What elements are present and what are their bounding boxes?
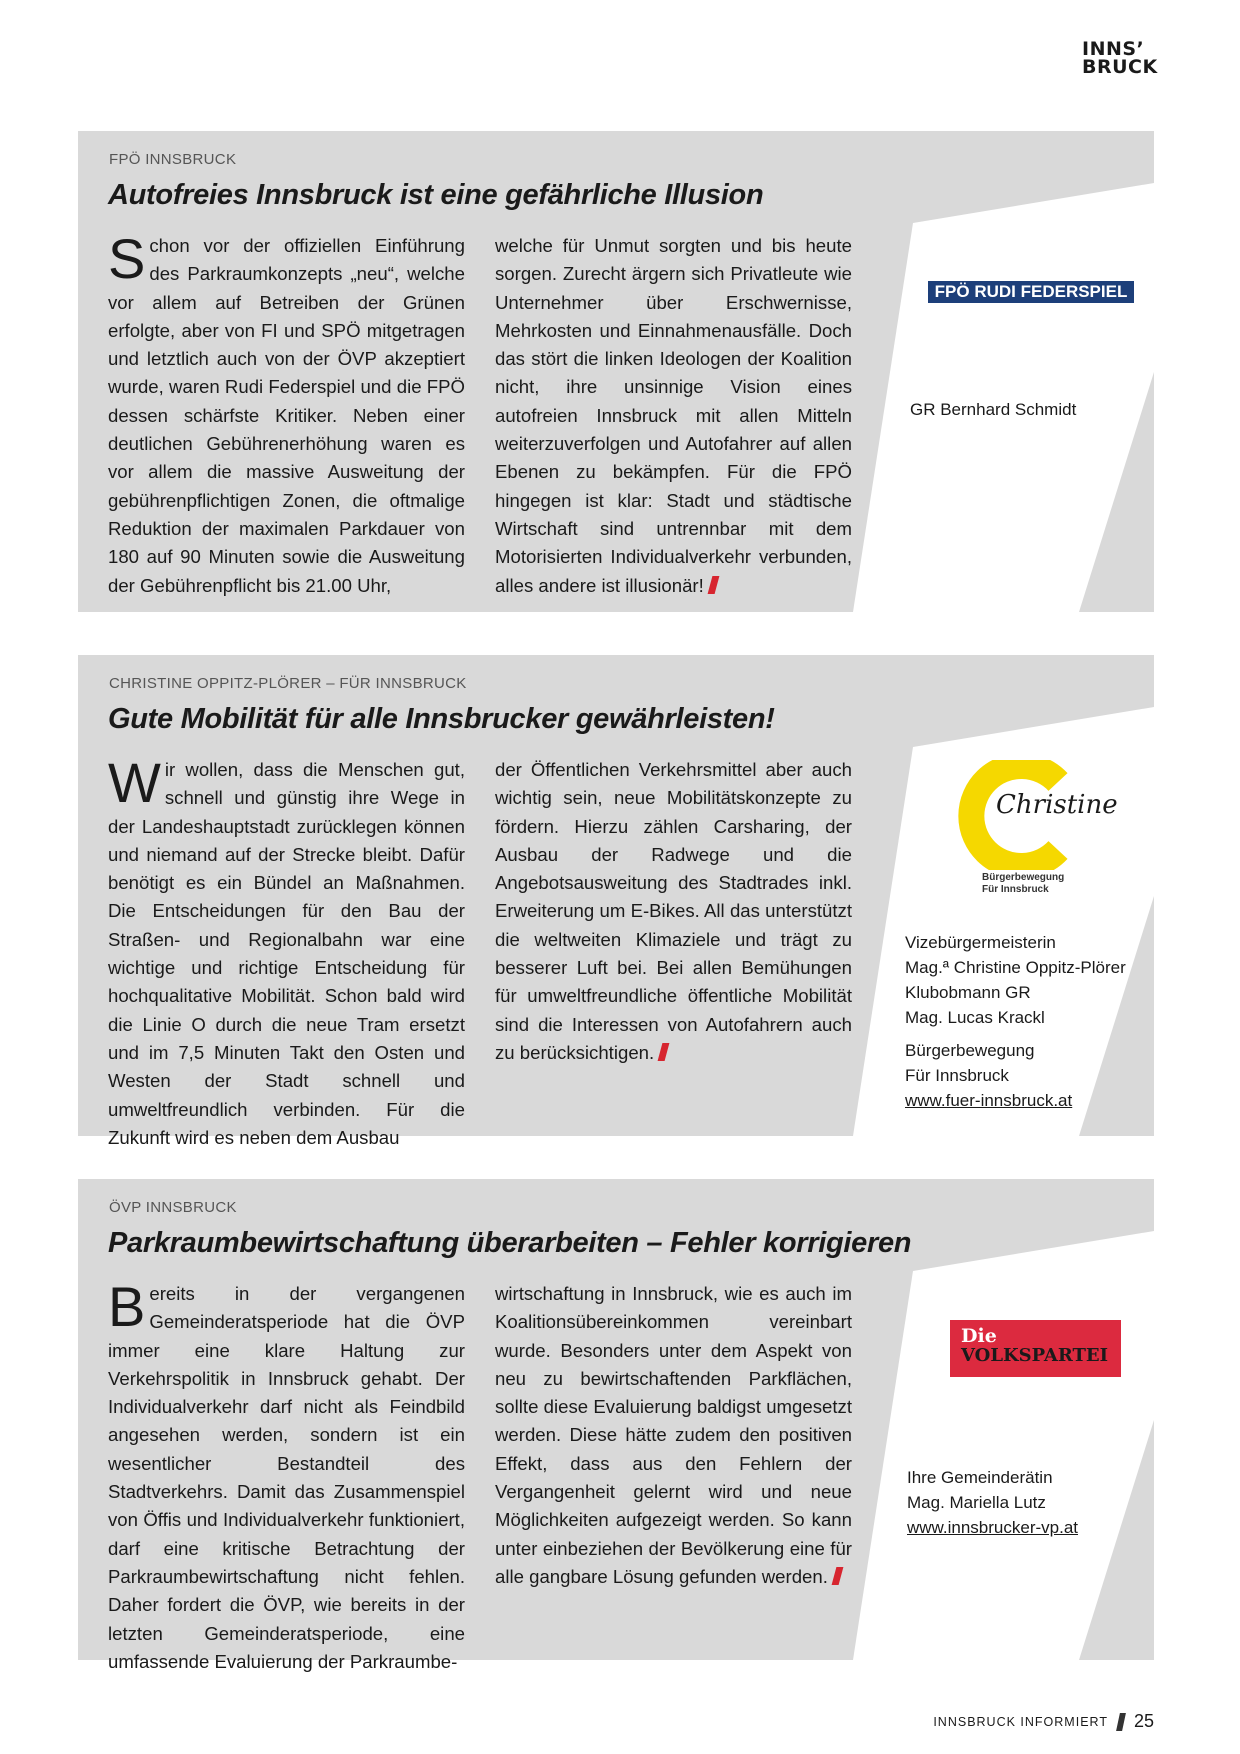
contact-line: Mag.ª Christine Oppitz-Plörer [905, 958, 1126, 977]
article-column-1 [108, 227, 465, 600]
logo-script: Christine [996, 790, 1118, 820]
article-column-2 [495, 756, 852, 1067]
org-line: Für Innsbruck [905, 1066, 1009, 1085]
drop-cap: B [108, 1275, 146, 1338]
christine-party-logo [958, 760, 1118, 900]
text: der Öffentlichen Verkehrsmittel aber auch wichtig sein, neue Mobilitätskonzepte zu fördern. Hierzu zählen Carsharing, der Ausbau der Radwege und die Angebotsausweitung des Stadtrades inkl. Erweiterung um E-Bikes. All das unterstützt die weltweiten Klimaziele und trägt zu besserer Luft bei. Bei allen Bemühungen für umweltfreundliche öffentliche Mobilität sind die Interessen von Autofahrern auch zu berücksichtigen. [495, 759, 852, 1063]
drop-cap: S [108, 227, 146, 290]
end-mark-icon [658, 1043, 670, 1061]
article-fpo [78, 131, 1154, 612]
publication-name: INNSBRUCK INFORMIERT [933, 1714, 1108, 1729]
website-link[interactable]: www.fuer-innsbruck.at [905, 1091, 1073, 1110]
slash-icon [1116, 1713, 1126, 1731]
text: welche für Unmut sorgten und bis heute sorgen. Zurecht ärgern sich Privatleute wie Unternehmer über Erschwernisse, Mehrkosten und Einnahmenausfälle. Doch das stört die linken Ideologen der Koalition nicht, ihre unsinnige Vision eines autofreien Innsbruck mit allen Mitteln weiterzuverfolgen und Autofahrer auf allen Ebenen zu bekämpfen. Für die FPÖ hingegen ist klar: Stadt und städtische Wirtschaft sind untrennbar mit dem Motorisierten Individualverkehr verbunden, alles andere ist illusionär! [495, 235, 852, 596]
article-ovp [78, 1179, 1154, 1672]
article-title: Parkraumbewirtschaftung überarbeiten – Fehler korrigieren [108, 1227, 912, 1259]
text: chon vor der offiziellen Einführung des Parkraumkonzepts „neu“, welche vor allem auf Betreiben der Grünen erfolgte, aber von FI und SPÖ mitgetragen und letztlich auch von der ÖVP akzeptiert wurde, waren Rudi Federspiel und die FPÖ dessen schärfste Kritiker. Neben einer deutlichen Gebührenerhöhung waren es vor allem die massive Ausweitung der gebührenpflichtigen Zonen, die oftmalige Reduktion der maximalen Parkdauer von 180 auf 90 Minuten sowie die Ausweitung der Gebührenpflicht bis 21.00 Uhr, [108, 235, 465, 596]
contact-name: GR Bernhard Schmidt [910, 400, 1077, 419]
text: ir wollen, dass die Menschen gut, schnell und günstig ihre Wege in der Landeshauptstadt zurücklegen können und niemand auf der Strecke bleibt. Dafür benötigt es ein Bündel an Maßnahmen. Die Entscheidungen für den Bau der Straßen- und Regionalbahn war eine wichtige und richtige Entscheidung für hochqualitative Mobilität. Schon bald wird die Linie O durch die neue Tram ersetzt und im 7,5 Minuten Takt den Osten und Westen der Stadt schnell und umweltfreundlich verbinden. Für die Zukunft wird es neben dem Ausbau [108, 759, 465, 1148]
article-title: Gute Mobilität für alle Innsbrucker gewährleisten! [108, 703, 775, 735]
article-category: FPÖ INNSBRUCK [109, 151, 237, 168]
article-category: ÖVP INNSBRUCK [109, 1199, 237, 1216]
article-column-2 [495, 1280, 852, 1591]
article-column-1 [108, 1275, 465, 1676]
contact-line: Ihre Gemeinderätin [907, 1468, 1053, 1487]
article-fuer-innsbruck [78, 655, 1154, 1148]
innsbruck-logo: INNS’ BRUCK [1082, 38, 1158, 78]
ovp-party-logo [950, 1320, 1121, 1377]
end-mark-icon [707, 576, 719, 594]
end-mark-icon [831, 1567, 843, 1585]
logo-bottom: VOLKSPARTEI [961, 1345, 1108, 1366]
page-number: 25 [1133, 1711, 1154, 1731]
website-link[interactable]: www.innsbrucker-vp.at [907, 1518, 1079, 1537]
text: wirtschaftung in Innsbruck, wie es auch im Koalitionsübereinkommen vereinbart wurde. Besonders unter dem Aspekt von neu zu bewirtschaftenden Parkflächen, sollte diese Evaluierung baldigst umgesetzt werden. Diese hätte zudem den positiven Effekt, dass aus den Fehlern der Vergangenheit gelernt wird und neue Möglichkeiten aufgezeigt werden. So kann unter einbeziehen der Bevölkerung eine für alle gangbare Lösung gefunden werden. [495, 1283, 852, 1587]
org-line: Bürgerbewegung [905, 1041, 1035, 1060]
contact-block [905, 930, 1126, 1113]
article-column-2 [495, 232, 852, 600]
drop-cap: W [108, 751, 161, 814]
contact-line: Mag. Mariella Lutz [907, 1493, 1046, 1512]
article-title: Autofreies Innsbruck ist eine gefährliche Illusion [108, 179, 764, 211]
logo-subtitle: Bürgerbewegung Für Innsbruck [982, 872, 1065, 895]
page-footer [933, 1711, 1154, 1732]
text: ereits in der vergangenen Gemeinderatsperiode hat die ÖVP immer eine klare Haltung zur Verkehrspolitik in Innsbruck gehabt. Der Individualverkehr darf nicht als Feindbild angesehen werden, sondern ist ein wesentlicher Bestandteil des Stadtverkehrs. Damit das Zusammenspiel von Öffis und Individualverkehr funktioniert, darf eine kritische Betrachtung der Parkraumbewirtschaftung nicht fehlen. Daher fordert die ÖVP, wie bereits in der letzten Gemeinderatsperiode, eine umfassende Evaluierung der Parkraumbe- [108, 1283, 465, 1672]
fpo-party-logo: FPÖ RUDI FEDERSPIEL [928, 281, 1134, 303]
contact-block [907, 1465, 1078, 1540]
contact-line: Vizebürgermeisterin [905, 933, 1056, 952]
contact-line: Mag. Lucas Krackl [905, 1008, 1045, 1027]
article-category: CHRISTINE OPPITZ-PLÖRER – FÜR INNSBRUCK [109, 675, 467, 692]
article-column-1 [108, 751, 465, 1152]
logo-top: Die [961, 1325, 997, 1347]
contact-line: Klubobmann GR [905, 983, 1031, 1002]
